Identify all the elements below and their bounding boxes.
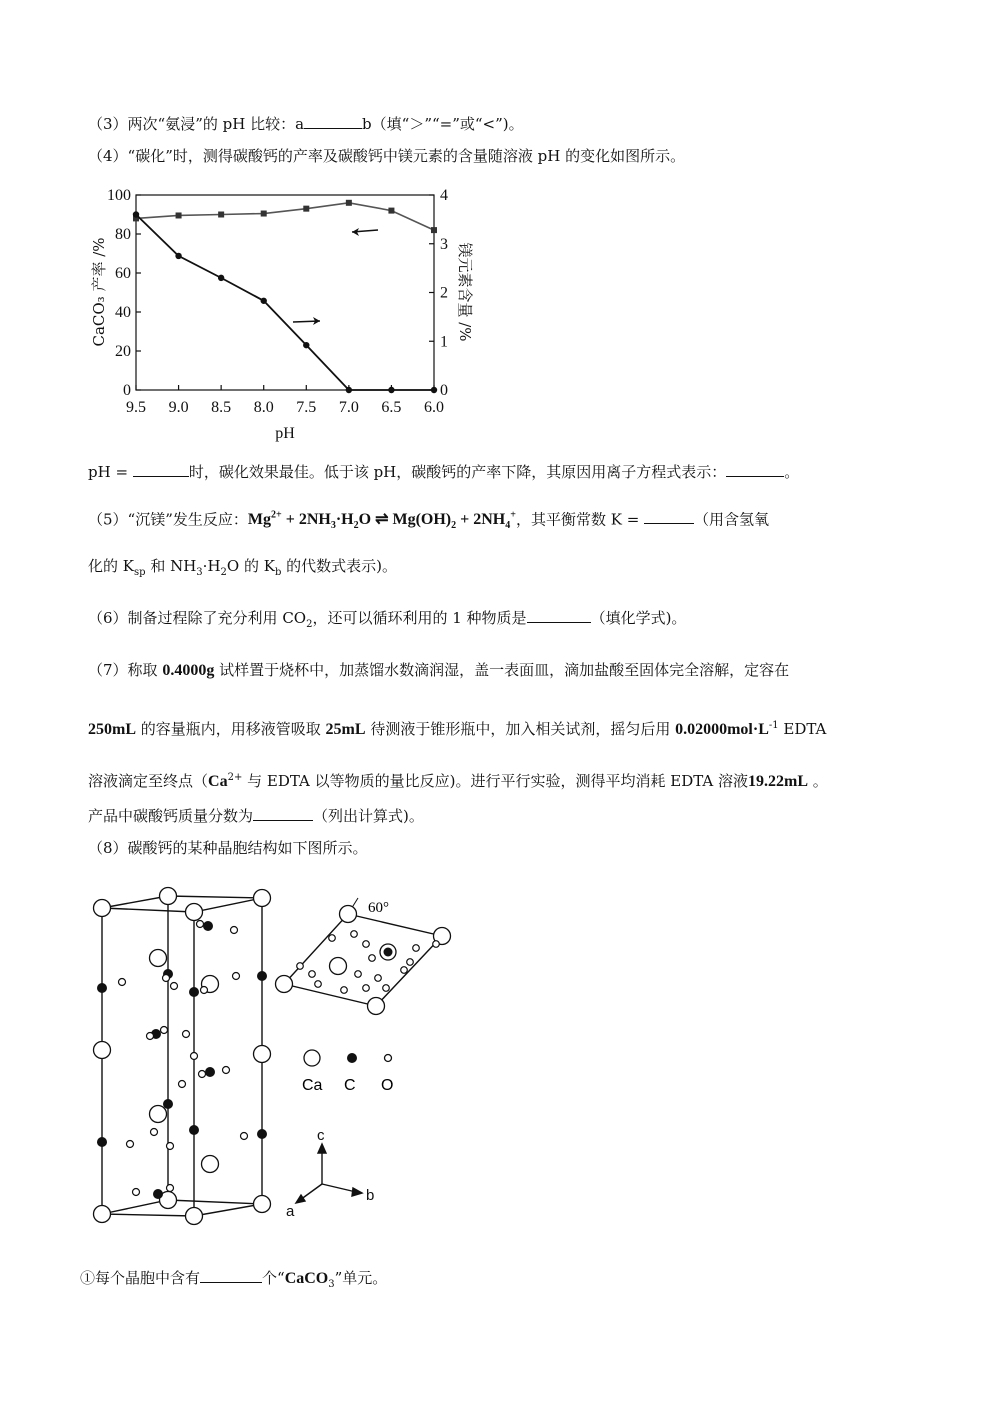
o-atom-top — [363, 941, 370, 948]
o-atom — [191, 1053, 198, 1060]
x-tick-label: 7.0 — [338, 399, 359, 416]
ca-atom — [186, 1208, 203, 1225]
answer-blank-units[interactable] — [200, 1268, 262, 1283]
y-right-label: 镁元素含量 /% — [456, 242, 474, 342]
y-left-tick-label: 100 — [107, 187, 131, 204]
q7-line1: （7）称取 0.4000g 试样置于烧杯中，加蒸馏水数滴润湿，盖一表面皿，滴加盐酸至固体完全溶解，定容在 — [88, 661, 790, 679]
yield-point — [303, 206, 309, 212]
equation: $Mg^{2+} + 2NH_3\cdot H_2O$ ⇌ $Mg(OH)_2 + 2NH_4^+$ — [247, 510, 516, 532]
x-tick-label: 9.5 — [126, 399, 146, 416]
answer-blank-a-b[interactable] — [304, 114, 362, 129]
carbonation-chart — [80, 180, 474, 450]
yield-point — [176, 212, 182, 218]
o-atom-top — [401, 967, 408, 974]
answer-blank-ph[interactable] — [133, 462, 189, 477]
o-atom — [127, 1141, 134, 1148]
o-atom-top — [407, 959, 414, 966]
o-atom — [167, 1185, 174, 1192]
ca-atom-top — [330, 958, 347, 975]
o-atom — [163, 975, 170, 982]
c-atom — [97, 1137, 107, 1147]
y-left-tick-label: 20 — [115, 343, 131, 360]
ca-atom — [202, 1156, 219, 1173]
yield-point — [346, 200, 352, 206]
cell-atoms — [94, 888, 271, 1225]
o-atom — [199, 1071, 206, 1078]
answer-blank-k[interactable] — [644, 509, 694, 524]
answer-blank-recycle[interactable] — [527, 608, 591, 623]
legend-ca: Ca — [302, 1077, 323, 1094]
yield-point — [431, 227, 437, 233]
o-atom-top — [297, 963, 304, 970]
o-atom-top — [351, 931, 358, 938]
ca-atom — [254, 1196, 271, 1213]
o-atom-top — [383, 985, 390, 992]
q8-line: （8）碳酸钙的某种晶胞结构如下图所示。 — [88, 839, 368, 857]
chart-frame — [136, 195, 434, 390]
mg-point — [261, 298, 267, 304]
ca-atom — [94, 900, 111, 917]
o-atom-top — [433, 941, 440, 948]
x-tick-label: 7.5 — [296, 399, 317, 416]
c-atom-top — [384, 948, 393, 957]
legend — [302, 1050, 393, 1094]
legend-o: O — [381, 1077, 394, 1094]
c-atom — [189, 987, 199, 997]
x-tick-label: 9.0 — [168, 399, 189, 416]
x-tick-label: 6.5 — [381, 399, 402, 416]
y-left-tick-label: 60 — [115, 265, 131, 282]
x-axis-label: pH — [275, 425, 295, 442]
cell-frame — [102, 896, 262, 1216]
q7-line4: 产品中碳酸钙质量分数为 （列出计算式)。 — [88, 807, 424, 825]
x-tick-label: 6.0 — [424, 399, 444, 416]
o-atom — [151, 1129, 158, 1136]
c-atom — [257, 971, 267, 981]
ca-atom — [94, 1042, 111, 1059]
o-atom — [179, 1081, 186, 1088]
mg-point — [218, 275, 224, 281]
o-atom — [183, 1031, 190, 1038]
o-atom — [223, 1067, 230, 1074]
mg-point — [431, 387, 437, 393]
ca-atom — [150, 1106, 167, 1123]
y-left-tick-label: 80 — [115, 226, 131, 243]
q4b-line: pH = 时，碳化效果最佳。低于该 pH，碳酸钙的产率下降，其原因用离子方程式表示： 。 — [88, 463, 800, 481]
axis-b: b — [366, 1187, 375, 1204]
answer-blank-ion-equation[interactable] — [726, 462, 784, 477]
q7-line2: 250mL 的容量瓶内，用移液管吸取 25mL 待测液于锥形瓶中，加入相关试剂，摇匀后用 $0.02000mol\cdot L^{-1}$ EDTA — [88, 720, 827, 738]
o-atom-top — [355, 971, 362, 978]
o-atom-top — [413, 945, 420, 952]
o-atom-top — [341, 987, 348, 994]
yield-point — [388, 208, 394, 214]
o-atom-top — [309, 971, 316, 978]
y-right-tick-label: 1 — [440, 333, 448, 351]
mg-point — [175, 253, 181, 259]
q7-line3: 溶液滴定至终点（$Ca^{2+}$ 与 EDTA 以等物质的量比反应)。进行平行实验，测得平均消耗 EDTA 溶液19.22mL 。 — [88, 772, 828, 790]
c-atom — [163, 1099, 173, 1109]
y-right-tick-label: 3 — [440, 235, 448, 253]
mg-point — [303, 342, 309, 348]
arrow-right-icon — [293, 317, 320, 325]
q8a-line: ①每个晶胞中含有 个“CaCO$_3$”单元。 — [80, 1269, 388, 1290]
o-atom — [241, 1133, 248, 1140]
o-atom — [147, 1033, 154, 1040]
o-atom-top — [315, 981, 322, 988]
y-right-ticks — [429, 187, 448, 399]
o-atom — [233, 973, 240, 980]
o-atom-top — [375, 975, 382, 982]
arrow-left-icon — [352, 228, 378, 236]
c-atom — [97, 983, 107, 993]
ca-atom — [94, 1206, 111, 1223]
yield-point — [218, 212, 224, 218]
o-atom — [171, 983, 178, 990]
ca-atom — [254, 1046, 271, 1063]
o-atom — [197, 921, 204, 928]
o-atom-top — [369, 955, 376, 962]
c-atom — [153, 1189, 163, 1199]
ca-atom — [186, 904, 203, 921]
o-atom-top — [363, 985, 370, 992]
mg-point — [133, 211, 139, 217]
ca-atom-top — [276, 976, 293, 993]
answer-blank-mass-fraction[interactable] — [253, 806, 313, 821]
y-right-tick-label: 0 — [440, 382, 448, 399]
y-right-tick-label: 4 — [440, 187, 448, 204]
ca-atom-top — [340, 906, 357, 923]
x-tick-label: 8.0 — [253, 399, 274, 416]
o-atom — [119, 979, 126, 986]
c-atom — [203, 921, 213, 931]
x-tick-label: 8.5 — [211, 399, 232, 416]
q5-line: （5）“沉镁”发生反应：$Mg^{2+} + 2NH_3\cdot H_2O$ ⇌ $Mg(OH)_2 + 2NH_4^+$，其平衡常数 K = （用含氢氧 — [88, 510, 770, 532]
c-atom — [205, 1067, 215, 1077]
legend-c: C — [344, 1077, 356, 1094]
axis-triad — [286, 1127, 374, 1220]
c-atom — [189, 1125, 199, 1135]
q3-line: （3）两次“氨浸”的 pH 比较：a b（填“＞”“=”或“<”)。 — [88, 115, 524, 133]
o-atom — [201, 987, 208, 994]
series-caco3-yield — [133, 200, 437, 233]
q4-line: （4）“碳化”时，测得碳酸钙的产率及碳酸钙中镁元素的含量随溶液 pH 的变化如图所示。 — [88, 147, 686, 165]
o-atom — [133, 1189, 140, 1196]
yield-point — [261, 211, 267, 217]
ca-atom — [160, 888, 177, 905]
o-atom — [161, 1027, 168, 1034]
top-view-diagram — [276, 898, 451, 1015]
y-right-tick-label: 2 — [440, 284, 448, 302]
o-atom — [231, 927, 238, 934]
ca-atom — [150, 950, 167, 967]
y-left-tick-label: 40 — [115, 304, 131, 321]
y-left-tick-label: 0 — [123, 382, 131, 399]
angle-label: 60° — [368, 900, 389, 916]
axis-a: a — [286, 1203, 295, 1220]
c-atom — [257, 1129, 267, 1139]
q5-line2: 化的 $K_{sp}$ 和 $NH_3\cdot H_2O$ 的 $K_b$ 的代数式表示)。 — [88, 557, 397, 578]
mg-point — [346, 387, 352, 393]
y-left-label: CaCO₃ 产率 /% — [90, 237, 108, 347]
mg-line — [136, 215, 434, 391]
ca-atom — [254, 890, 271, 907]
o-atom-top — [329, 935, 336, 942]
q6-line: （6）制备过程除了充分利用 $CO_2$，还可以循环利用的 1 种物质是 （填化学式)。 — [88, 609, 687, 630]
crystal-cell-diagram — [86, 878, 466, 1223]
o-atom — [167, 1143, 174, 1150]
axis-c: c — [317, 1127, 325, 1144]
ca-atom-top — [368, 998, 385, 1015]
series-mg-content — [133, 211, 437, 393]
mg-point — [388, 387, 394, 393]
